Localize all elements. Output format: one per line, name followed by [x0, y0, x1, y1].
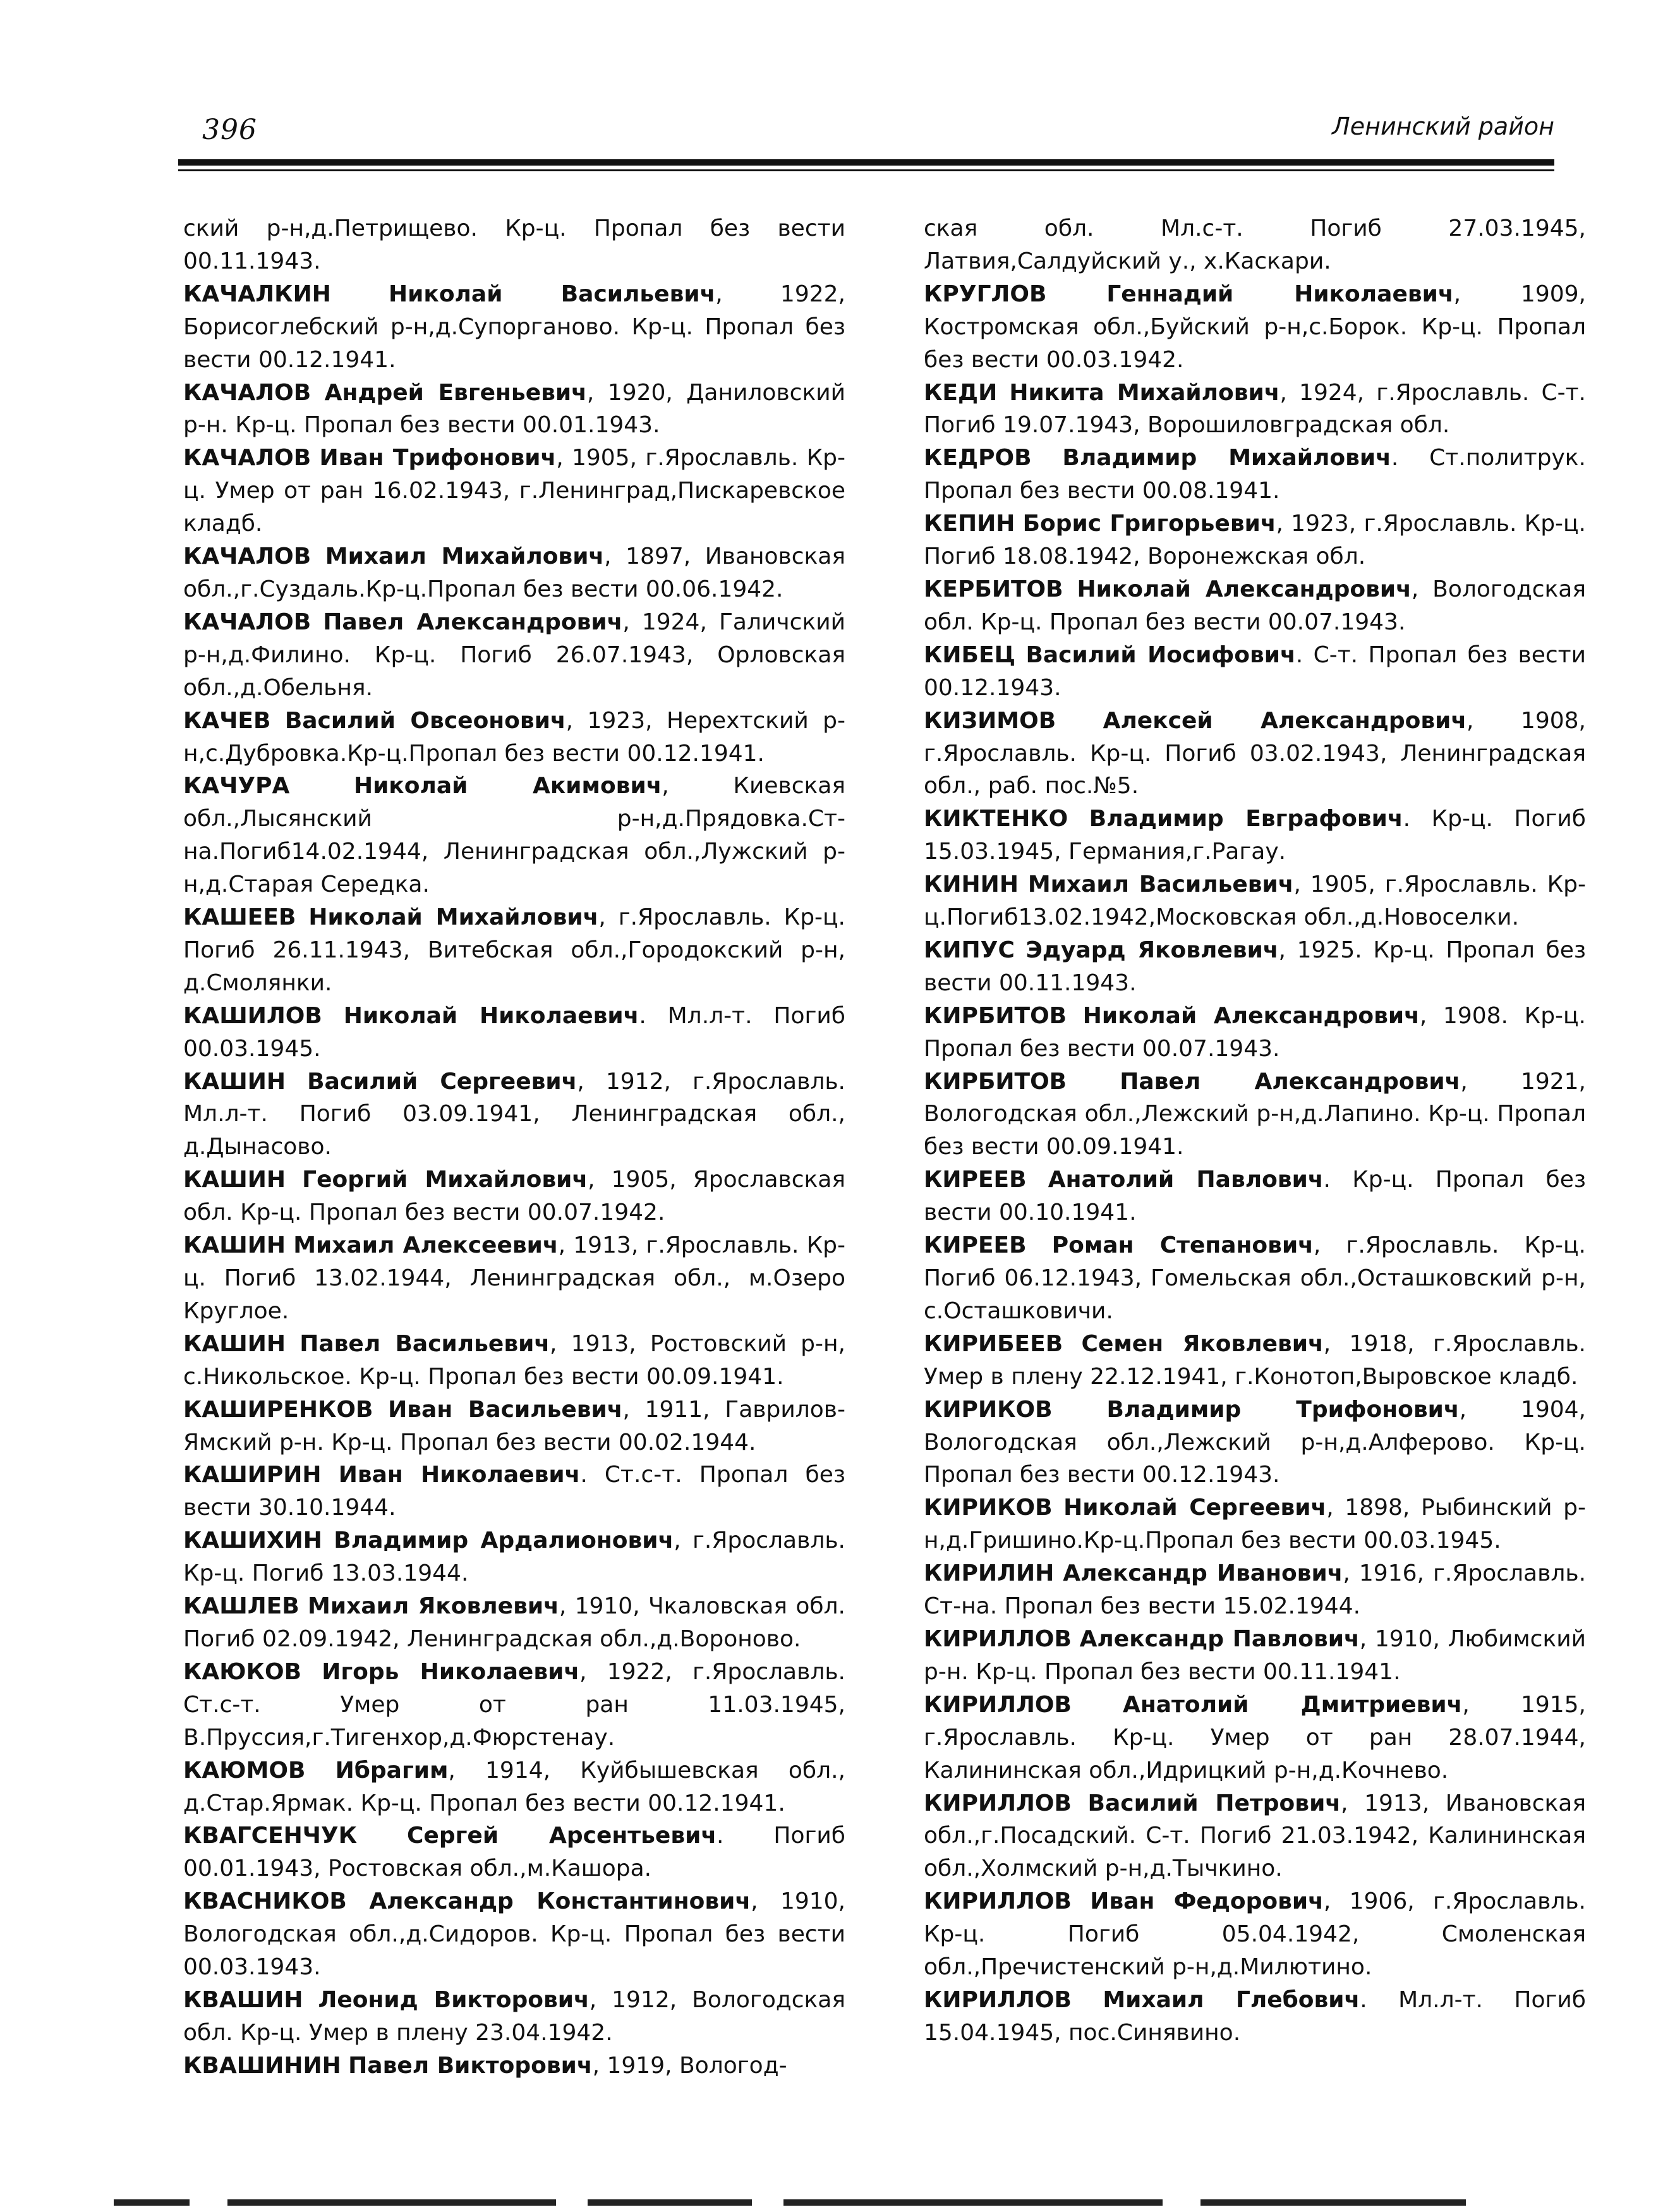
record-surname: КАШИХИН	[183, 1528, 322, 1554]
record-details: , 1908, г.Ярославль. Кр-ц. Погиб 03.02.1943, Ленинградская обл., раб. пос.№5.	[924, 707, 1586, 799]
record-entry	[183, 1066, 845, 1164]
record-surname: КВАШИН	[183, 1986, 303, 2013]
record-entry	[924, 377, 1586, 442]
record-given-names: Борис Григорьевич	[1022, 511, 1276, 537]
record-entry	[924, 1229, 1586, 1328]
record-entry	[924, 1328, 1586, 1394]
record-surname: КЕДРОВ	[924, 445, 1032, 471]
record-given-names: Александр Константинович	[369, 1888, 751, 1915]
record-details: ский р-н,д.Петрищево. Кр-ц. Пропал без вести 00.11.1943.	[183, 216, 845, 274]
record-details: , 1913, г.Ярославль. Кр-ц. Погиб 13.02.1944, Ленинградская обл., м.Озеро Круглое.	[183, 1232, 845, 1324]
record-given-names: Никита Михайлович	[1009, 379, 1280, 406]
record-given-names: Иван Васильевич	[388, 1396, 623, 1423]
record-entry	[183, 377, 845, 442]
record-surname: КАЮМОВ	[183, 1757, 306, 1784]
record-entry	[924, 1984, 1586, 2050]
record-given-names: Ибрагим	[335, 1757, 449, 1784]
record-given-names: Иван Николаевич	[338, 1462, 581, 1488]
record-entry	[924, 212, 1586, 278]
record-entry	[924, 639, 1586, 705]
record-entry	[183, 1394, 845, 1459]
record-surname: КИРЕЕВ	[924, 1232, 1027, 1259]
record-details: , 1910, Чкаловская обл. Погиб 02.09.1942, Ленинградская обл.,д.Вороново.	[183, 1593, 845, 1652]
record-entry	[183, 1984, 845, 2050]
record-details: ская обл. Мл.с-т. Погиб 27.03.1945, Латвия,Салдуйский у., х.Каскари.	[924, 216, 1586, 274]
record-given-names: Павел Викторович	[348, 2052, 593, 2079]
record-given-names: Николай Сергеевич	[1063, 1495, 1327, 1521]
record-entry	[924, 1164, 1586, 1229]
record-entry	[183, 212, 845, 278]
record-entry	[183, 1885, 845, 1984]
record-entry	[924, 1787, 1586, 1886]
record-given-names: Николай Николаевич	[343, 1002, 639, 1029]
header-rule-thick	[178, 159, 1554, 166]
record-details: . Мл.л-т. Погиб 00.03.1945.	[183, 1002, 845, 1062]
record-given-names: Алексей Александрович	[1103, 707, 1467, 734]
record-entry	[924, 1066, 1586, 1164]
record-given-names: Роман Степанович	[1051, 1232, 1314, 1259]
record-details: , 1924, Галичский р-н,д.Филино. Кр-ц. Погиб 26.07.1943, Орловская обл.,д.Обельня.	[183, 609, 845, 701]
record-entry	[924, 442, 1586, 507]
record-entry	[924, 573, 1586, 639]
record-surname: КЕДИ	[924, 379, 998, 406]
record-surname: КАШИРИН	[183, 1462, 322, 1488]
record-details: , 1911, Гаврилов-Ямский р-н. Кр-ц. Пропал без вести 00.02.1944.	[183, 1396, 845, 1455]
bottom-edge-scan-marks	[0, 2192, 1663, 2212]
record-given-names: Василий Иосифович	[1025, 641, 1296, 668]
record-surname: КИЗИМОВ	[924, 707, 1056, 734]
record-given-names: Михаил Алексеевич	[293, 1232, 559, 1259]
record-entry	[924, 803, 1586, 868]
record-details: , 1923, г.Ярославль. Кр-ц. Погиб 18.08.1942, Воронежская обл.	[924, 511, 1586, 570]
record-given-names: Михаил Васильевич	[1027, 872, 1294, 898]
record-details: , 1919, Вологод-	[592, 2052, 787, 2079]
record-surname: КАШИЛОВ	[183, 1002, 322, 1029]
record-given-names: Семен Яковлевич	[1081, 1330, 1324, 1357]
record-surname: КАШЕЕВ	[183, 904, 296, 931]
record-given-names: Иван Трифонович	[319, 445, 557, 471]
record-details: , г.Ярославль. Кр-ц. Погиб 26.11.1943, Витебская обл.,Городокский р-н, д.Смолянки.	[183, 904, 845, 996]
record-details: , 1909, Костромская обл.,Буйский р-н,с.Борок. Кр-ц. Пропал без вести 00.03.1942.	[924, 281, 1586, 373]
record-given-names: Игорь Николаевич	[322, 1658, 580, 1685]
record-given-names: Николай Александрович	[1082, 1002, 1420, 1029]
record-entry	[183, 1820, 845, 1885]
left-column	[183, 212, 845, 2082]
record-given-names: Георгий Михайлович	[302, 1167, 588, 1193]
record-surname: КИРИКОВ	[924, 1495, 1053, 1521]
record-details: , г.Ярославль. Кр-ц. Погиб 13.03.1944.	[183, 1528, 846, 1587]
record-surname: КАЧЕВ	[183, 707, 271, 734]
record-details: , 1906, г.Ярославль. Кр-ц. Погиб 05.04.1942, Смоленская обл.,Пречистенский р-н,д.Милютино.	[924, 1888, 1586, 1981]
record-given-names: Геннадий Николаевич	[1106, 281, 1454, 307]
record-surname: КИРИЛЛОВ	[924, 1986, 1072, 2013]
record-surname: КИРБИТОВ	[924, 1068, 1067, 1095]
record-surname: КАШИН	[183, 1330, 286, 1357]
record-given-names: Михаил Яковлевич	[308, 1593, 559, 1620]
record-surname: КАЮКОВ	[183, 1658, 302, 1685]
record-surname: КАШИН	[183, 1068, 286, 1095]
record-entry	[183, 1459, 845, 1524]
record-details: , 1910, Вологодская обл.,д.Сидоров. Кр-ц. Пропал без вести 00.03.1943.	[183, 1888, 846, 1981]
record-entry	[183, 770, 845, 901]
record-surname: КАШЛЕВ	[183, 1593, 299, 1620]
record-entry	[183, 540, 845, 606]
record-entry	[924, 1394, 1586, 1492]
record-details: . Погиб 00.01.1943, Ростовская обл.,м.Кашора.	[183, 1823, 845, 1882]
record-details: , г.Ярославль. Кр-ц. Погиб 06.12.1943, Гомельская обл.,Осташковский р-н, с.Осташковичи.	[924, 1232, 1586, 1324]
record-entry	[183, 1328, 845, 1394]
record-surname: КАЧАЛОВ	[183, 379, 311, 406]
record-entry	[924, 1689, 1586, 1787]
record-surname: КИРИКОВ	[924, 1396, 1053, 1423]
record-surname: КИБЕЦ	[924, 641, 1015, 668]
record-details: , 1914, Куйбышевская обл., д.Стар.Ярмак. Кр-ц. Пропал без вести 00.12.1941.	[183, 1757, 845, 1816]
record-entry	[183, 1000, 845, 1066]
record-entry	[183, 1524, 845, 1590]
record-surname: КАЧУРА	[183, 773, 290, 799]
record-given-names: Николай Александрович	[1077, 576, 1412, 602]
record-details: . Ст.с-т. Пропал без вести 30.10.1944.	[183, 1462, 845, 1521]
record-details: , 1913, Ивановская обл.,г.Посадский. С-т. Погиб 21.03.1942, Калининская обл.,Холмский р-н,д.Тычкино.	[924, 1790, 1586, 1882]
record-entry	[924, 705, 1586, 803]
record-details: , 1904, Вологодская обл.,Лежский р-н,д.Алферово. Кр-ц. Пропал без вести 00.12.1943.	[924, 1396, 1586, 1488]
record-given-names: Владимир Трифонович	[1106, 1396, 1460, 1423]
record-surname: КИРИЛЛОВ	[924, 1691, 1072, 1718]
record-details: , 1924, г.Ярославль. С-т. Погиб 19.07.1943, Ворошиловградская обл.	[924, 379, 1586, 439]
header-rule-thin	[178, 169, 1554, 171]
record-surname: КИРИБЕЕВ	[924, 1330, 1063, 1357]
record-details: , 1905, г.Ярославль. Кр-ц. Умер от ран 16.02.1943, г.Ленинград,Пискаревское кладб.	[183, 445, 845, 537]
record-details: , 1913, Ростовский р-н, с.Никольское. Кр-ц. Пропал без вести 00.09.1941.	[183, 1330, 845, 1390]
record-surname: КАЧАЛОВ	[183, 544, 311, 570]
page-number: 396	[202, 114, 257, 146]
record-entry	[924, 278, 1586, 377]
record-details: . Мл.л-т. Погиб 15.04.1945, пос.Синявино.	[924, 1986, 1586, 2046]
record-given-names: Василий Сергеевич	[307, 1068, 578, 1095]
record-entry	[183, 2050, 845, 2082]
record-given-names: Павел Александрович	[1120, 1068, 1461, 1095]
record-given-names: Анатолий Павлович	[1048, 1167, 1324, 1193]
record-given-names: Владимир Евграфович	[1089, 806, 1403, 832]
record-details: , 1912, Вологодская обл. Кр-ц. Умер в плену 23.04.1942.	[183, 1986, 846, 2046]
record-given-names: Иван Федорович	[1090, 1888, 1324, 1915]
record-details: , 1921, Вологодская обл.,Лежский р-н,д.Лапино. Кр-ц. Пропал без вести 00.09.1941.	[924, 1068, 1586, 1160]
record-entry	[924, 1623, 1586, 1689]
record-details: , Киевская обл.,Лысянский р-н,д.Прядовка.Ст-на.Погиб14.02.1944, Ленинградская обл.,Лужский р-н,д.Старая Середка.	[183, 773, 845, 898]
record-details: , 1897, Ивановская обл.,г.Суздаль.Кр-ц.Пропал без вести 00.06.1942.	[183, 544, 845, 602]
record-entry	[183, 1656, 845, 1754]
record-details: . Кр-ц. Погиб 15.03.1945, Германия,г.Рагау.	[924, 806, 1586, 865]
record-details: , 1922, г.Ярославль. Ст.с-т. Умер от ран 11.03.1945, В.Пруссия,г.Тигенхор,д.Фюрстенау.	[183, 1658, 845, 1751]
record-surname: КИРИЛЛОВ	[924, 1888, 1072, 1915]
record-details: , 1915, г.Ярославль. Кр-ц. Умер от ран 28.07.1944, Калининская обл.,Идрицкий р-н,д.Кочнево.	[924, 1691, 1586, 1784]
record-surname: КАЧАЛКИН	[183, 281, 331, 307]
record-surname: КВАГСЕНЧУК	[183, 1823, 358, 1849]
record-details: , 1923, Нерехтский р-н,с.Дубровка.Кр-ц.Пропал без вести 00.12.1941.	[183, 707, 845, 767]
record-given-names: Николай Васильевич	[389, 281, 716, 307]
record-given-names: Александр Иванович	[1063, 1560, 1343, 1587]
record-given-names: Павел Александрович	[323, 609, 623, 635]
record-given-names: Андрей Евгеньевич	[324, 379, 587, 406]
record-surname: КЕРБИТОВ	[924, 576, 1063, 602]
record-surname: КАШИН	[183, 1167, 286, 1193]
record-surname: КИНИН	[924, 872, 1019, 898]
record-given-names: Павел Васильевич	[299, 1330, 550, 1357]
right-column	[924, 212, 1586, 2050]
record-given-names: Сергей Арсентьевич	[406, 1823, 717, 1849]
record-given-names: Василий Овсеонович	[284, 707, 566, 734]
record-entry	[183, 1164, 845, 1229]
record-details: , Вологодская обл. Кр-ц. Пропал без вести 00.07.1943.	[924, 576, 1586, 635]
record-entry	[183, 1229, 845, 1328]
record-details: , 1905, Ярославская обл. Кр-ц. Пропал без вести 00.07.1942.	[183, 1167, 845, 1226]
record-entry	[183, 1754, 845, 1820]
record-details: , 1905, г.Ярославль. Кр-ц.Погиб13.02.1942,Московская обл.,д.Новоселки.	[924, 872, 1586, 931]
record-entry	[183, 901, 845, 1000]
record-entry	[924, 1557, 1586, 1623]
record-details: , 1910, Любимский р-н. Кр-ц. Пропал без вести 00.11.1941.	[924, 1626, 1586, 1685]
record-surname: КИРИЛЛОВ	[924, 1626, 1072, 1652]
record-surname: КАЧАЛОВ	[183, 609, 311, 635]
record-entry	[924, 1885, 1586, 1984]
record-surname: КИРИЛИН	[924, 1560, 1055, 1587]
section-title: Ленинский район	[1332, 112, 1554, 140]
record-details: , 1920, Даниловский р-н. Кр-ц. Пропал без вести 00.01.1943.	[183, 379, 846, 439]
record-surname: КИРБИТОВ	[924, 1002, 1067, 1029]
record-surname: КАШИРЕНКОВ	[183, 1396, 373, 1423]
record-entry	[924, 1492, 1586, 1557]
record-surname: КИРИЛЛОВ	[924, 1790, 1072, 1816]
record-details: , 1916, г.Ярославль. Ст-на. Пропал без вести 15.02.1944.	[924, 1560, 1587, 1620]
record-given-names: Михаил Михайлович	[325, 544, 605, 570]
record-given-names: Александр Павлович	[1079, 1626, 1360, 1652]
record-entry	[183, 1590, 845, 1656]
record-surname: КИПУС	[924, 937, 1015, 963]
record-details: , 1925. Кр-ц. Пропал без вести 00.11.1943.	[924, 937, 1587, 996]
record-entry	[924, 868, 1586, 934]
record-entry	[183, 606, 845, 705]
record-given-names: Николай Михайлович	[308, 904, 599, 931]
record-given-names: Владимир Михайлович	[1062, 445, 1391, 471]
record-given-names: Анатолий Дмитриевич	[1123, 1691, 1463, 1718]
record-given-names: Николай Акимович	[353, 773, 662, 799]
record-details: . С-т. Пропал без вести 00.12.1943.	[924, 641, 1586, 701]
record-details: , 1912, г.Ярославль. Мл.л-т. Погиб 03.09.1941, Ленинградская обл., д.Дынасово.	[183, 1068, 845, 1160]
record-surname: КЕПИН	[924, 511, 1015, 537]
record-details: . Кр-ц. Пропал без вести 00.10.1941.	[924, 1167, 1587, 1226]
record-entry	[183, 278, 845, 377]
record-given-names: Василий Петрович	[1087, 1790, 1341, 1816]
record-given-names: Владимир Ардалионович	[334, 1528, 674, 1554]
record-given-names: Эдуард Яковлевич	[1025, 937, 1279, 963]
record-entry	[924, 507, 1586, 573]
record-details: , 1898, Рыбинский р-н,д.Гришино.Кр-ц.Пропал без вести 00.03.1945.	[924, 1495, 1586, 1554]
record-entry	[183, 705, 845, 770]
record-surname: КВАСНИКОВ	[183, 1888, 347, 1915]
record-surname: КАЧАЛОВ	[183, 445, 311, 471]
record-surname: КИРЕЕВ	[924, 1167, 1027, 1193]
record-surname: КИКТЕНКО	[924, 806, 1068, 832]
record-entry	[924, 1000, 1586, 1066]
record-details: . Ст.политрук. Пропал без вести 00.08.1941.	[924, 445, 1586, 504]
record-details: , 1918, г.Ярославль. Умер в плену 22.12.1941, г.Конотоп,Выровское кладб.	[924, 1330, 1586, 1390]
record-given-names: Михаил Глебович	[1103, 1986, 1360, 2013]
record-surname: КВАШИНИН	[183, 2052, 341, 2079]
record-surname: КАШИН	[183, 1232, 286, 1259]
record-details: , 1922, Борисоглебский р-н,д.Супорганово. Кр-ц. Пропал без вести 00.12.1941.	[183, 281, 845, 373]
record-given-names: Леонид Викторович	[318, 1986, 590, 2013]
record-entry	[183, 442, 845, 540]
record-details: , 1908. Кр-ц. Пропал без вести 00.07.1943.	[924, 1002, 1586, 1062]
record-entry	[924, 934, 1586, 1000]
record-surname: КРУГЛОВ	[924, 281, 1047, 307]
